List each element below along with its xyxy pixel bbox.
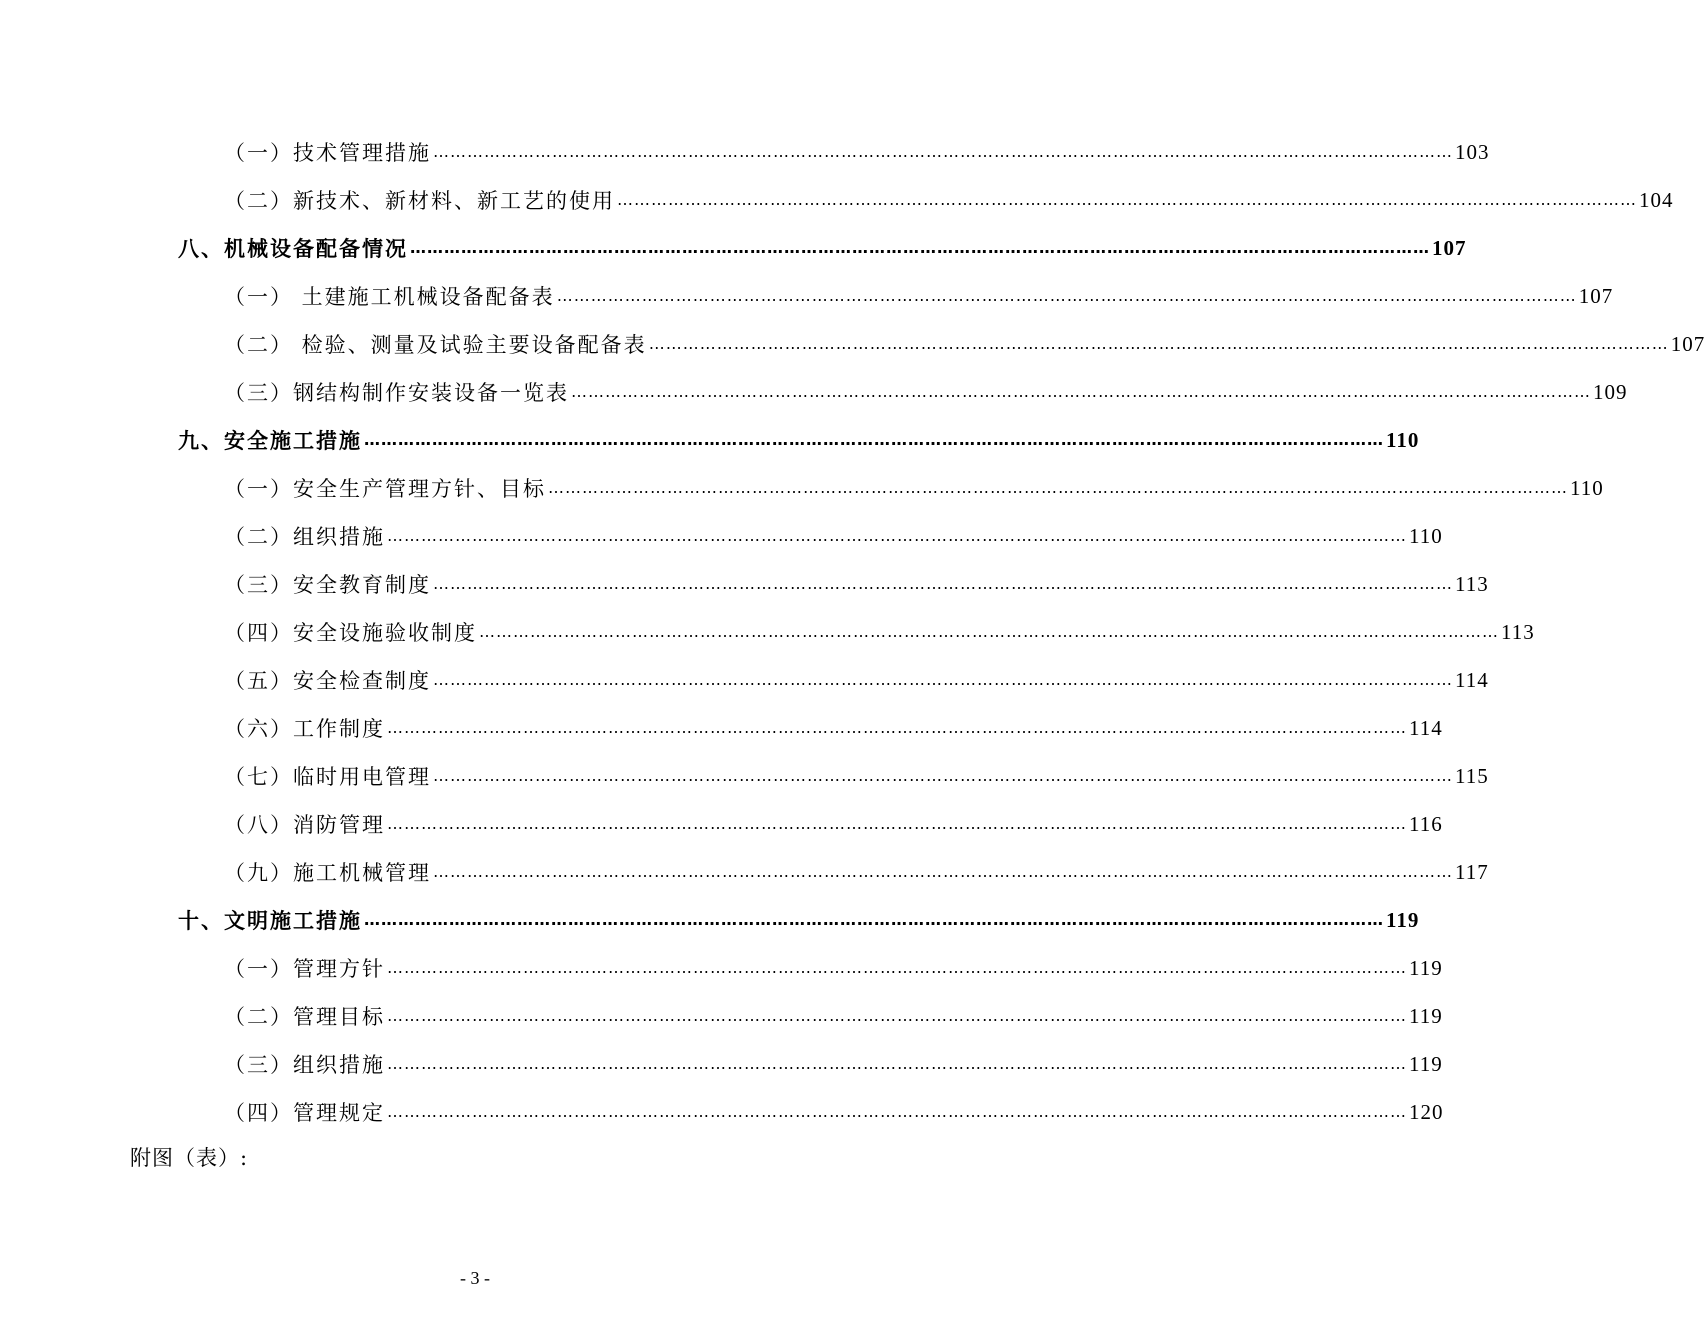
toc-section-entry[interactable] [224,1040,1443,1088]
toc-entry-title: （八）消防管理 [224,813,385,837]
toc-entry-title: （三）安全教育制度 [224,573,431,597]
toc-entry-title: （二）新技术、新材料、新工艺的使用 [224,189,615,213]
toc-page-number: 120 [1409,1099,1444,1124]
toc-dot-leader: ……………………………………………………………………………………………………………………………………………………………… [387,958,1407,977]
toc-dot-leader: ……………………………………………………………………………………………………………………………………………………………… [556,286,1577,305]
toc-dot-leader: ……………………………………………………………………………………………………………………………………………………………… [433,670,1453,689]
toc-dot-leader: ……………………………………………………………………………………………………………………………………………………………… [433,574,1453,593]
toc-section-entry[interactable] [224,464,1604,512]
toc-dot-leader: ……………………………………………………………………………………………………………………………………………………………… [433,142,1453,161]
toc-dot-leader: ……………………………………………………………………………………………………………………………………………………………… [617,190,1637,209]
toc-entry-title: （三）钢结构制作安装设备一览表 [224,381,569,405]
toc-section-entry[interactable] [224,704,1443,752]
toc-dot-leader: ……………………………………………………………………………………………………………………………………………………………… [571,382,1591,401]
toc-entry-title: （二）组织措施 [224,525,385,549]
toc-chapter-entry[interactable] [178,224,1467,272]
toc-dot-leader: ……………………………………………………………………………………………………………………………………………………………… [387,526,1407,545]
toc-page-number: 116 [1409,811,1443,836]
toc-page-number: 107 [1670,331,1705,356]
toc-chapter-entry[interactable] [178,896,1420,944]
toc-page-number: 113 [1455,571,1489,596]
toc-entry-title: （一） 土建施工机械设备配备表 [224,285,555,309]
toc-section-entry[interactable] [224,992,1443,1040]
toc-section-entry[interactable] [224,752,1489,800]
toc-section-entry[interactable] [224,128,1490,176]
toc-page-number: 110 [1570,475,1604,500]
toc-entry-title: （九）施工机械管理 [224,861,431,885]
toc-section-entry[interactable] [224,848,1489,896]
toc-dot-leader: ……………………………………………………………………………………………………………………………………………………………… [387,1102,1407,1121]
toc-page-number: 103 [1455,139,1490,164]
toc-section-entry[interactable] [224,944,1443,992]
toc-section-entry[interactable] [224,512,1443,560]
toc-dot-leader: ……………………………………………………………………………………………………………………………………………………………… [433,862,1453,881]
toc-entry-title: （三）组织措施 [224,1053,385,1077]
toc-dot-leader: ……………………………………………………………………………………………………………………………………………………………… [387,814,1407,833]
toc-entry-title: （五）安全检查制度 [224,669,431,693]
toc-dot-leader: ……………………………………………………………………………………………………………………………………………………………… [479,622,1499,641]
toc-page-number: 110 [1409,523,1443,548]
toc-entry-title: （一）技术管理措施 [224,141,431,165]
toc-page-number: 119 [1386,907,1420,932]
toc-entry-title: （七）临时用电管理 [224,765,431,789]
toc-dot-leader: ……………………………………………………………………………………………………………………………………………………………… [433,766,1453,785]
toc-entry-title: 十、文明施工措施 [178,908,362,933]
toc-section-entry[interactable] [224,656,1489,704]
toc-dot-leader: ……………………………………………………………………………………………………………………………………………………………… [364,430,1384,449]
toc-page-number: 107 [1578,283,1614,308]
toc-dot-leader: ……………………………………………………………………………………………………………………………………………………………… [648,334,1669,353]
toc-section-entry[interactable] [224,1088,1444,1136]
toc-page-number: 113 [1501,619,1535,644]
toc-page-number: 114 [1455,667,1489,692]
toc-page-number: 104 [1639,187,1674,212]
toc-section-entry[interactable] [224,320,1705,368]
page-number-footer: - 3 - [460,1268,490,1288]
toc-entry-title: （二） 检验、测量及试验主要设备配备表 [224,333,647,357]
toc-dot-leader: ……………………………………………………………………………………………………………………………………………………………… [410,238,1430,257]
toc-section-entry[interactable] [224,176,1674,224]
toc-section-entry[interactable] [224,800,1443,848]
toc-page-number: 119 [1409,955,1443,980]
toc-entry-title: （四）管理规定 [224,1101,385,1125]
toc-page-number: 115 [1455,763,1489,788]
toc-entry-title: （二）管理目标 [224,1005,385,1029]
toc-page-number: 114 [1409,715,1443,740]
toc-page-number: 119 [1409,1003,1443,1028]
toc-page-number: 109 [1593,379,1628,404]
toc-entry-title: 九、安全施工措施 [178,428,362,453]
toc-entry-title: （四）安全设施验收制度 [224,621,477,645]
toc-dot-leader: ……………………………………………………………………………………………………………………………………………………………… [387,1006,1407,1025]
appendix-heading: 附图（表）: [130,1146,249,1170]
toc-entry-title: （六）工作制度 [224,717,385,741]
toc-dot-leader: ……………………………………………………………………………………………………………………………………………………………… [387,718,1407,737]
toc-dot-leader: ……………………………………………………………………………………………………………………………………………………………… [387,1054,1407,1073]
toc-page-number: 107 [1432,235,1467,260]
toc-entry-title: （一）安全生产管理方针、目标 [224,477,546,501]
toc-page-number: 117 [1455,859,1489,884]
toc-section-entry[interactable] [224,560,1489,608]
toc-section-entry[interactable] [224,368,1628,416]
toc-dot-leader: ……………………………………………………………………………………………………………………………………………………………… [364,910,1384,929]
toc-entry-title: 八、机械设备配备情况 [178,236,408,261]
toc-entry-title: （一）管理方针 [224,957,385,981]
toc-page-number: 119 [1409,1051,1443,1076]
toc-section-entry[interactable] [224,608,1535,656]
toc-chapter-entry[interactable] [178,416,1420,464]
toc-page-number: 110 [1386,427,1420,452]
toc-section-entry[interactable] [224,272,1614,320]
toc-dot-leader: ……………………………………………………………………………………………………………………………………………………………… [548,478,1568,497]
